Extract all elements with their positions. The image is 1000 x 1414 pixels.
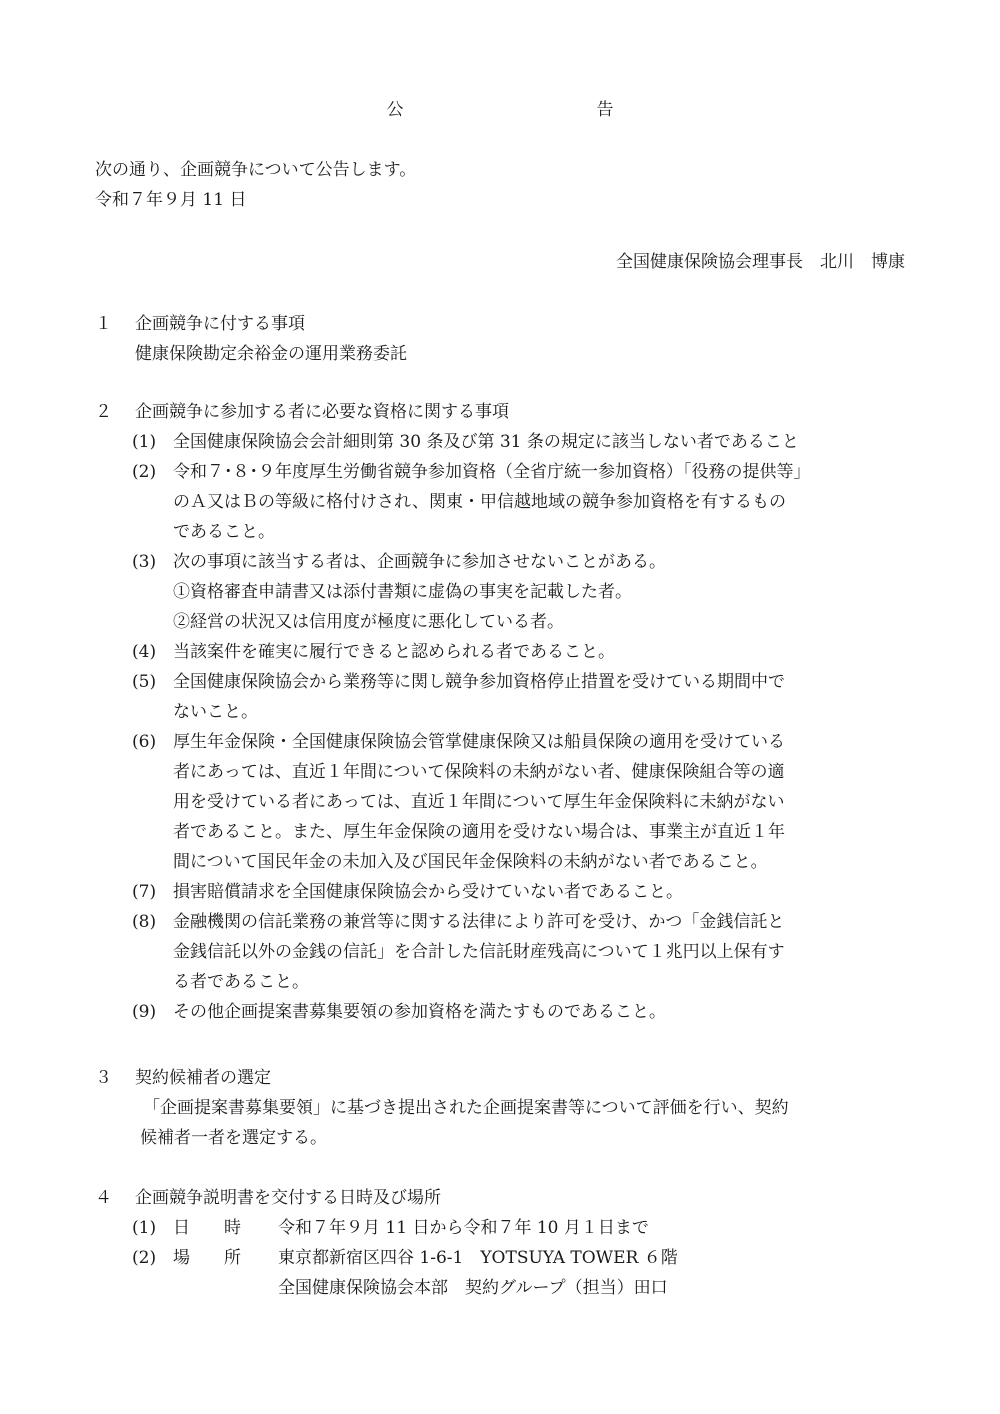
item-number: (9) [132, 1002, 157, 1022]
item-text [173, 427, 910, 457]
item-line: ②経営の状況又は信用度が極度に悪化している者。 [173, 612, 564, 632]
section-title: 企画競争に参加する者に必要な資格に関する事項 [135, 402, 509, 422]
section-number: ３ [95, 1068, 112, 1088]
item-line: であること。 [173, 522, 275, 542]
notice-date: 令和７年９月 11 日 [95, 190, 247, 210]
section-4-heading [95, 1183, 910, 1213]
item-number: (2) [132, 462, 157, 482]
item-value: 東京都新宿区四谷 1-6-1 YOTSUYA TOWER ６階 [278, 1248, 678, 1268]
requirement-item [95, 547, 910, 637]
item-line: 者であること。また、厚生年金保険の適用を受けない場合は、事業主が直近１年 [173, 822, 785, 842]
delivery-datetime [95, 1213, 910, 1243]
item-line: 令和７･８･９年度厚生労働省競争参加資格（全省庁統一参加資格）「役務の提供等」 [173, 462, 811, 482]
requirement-item [95, 637, 910, 667]
section-title: 契約候補者の選定 [135, 1068, 271, 1088]
item-text [173, 667, 910, 727]
item-line: 次の事項に該当する者は、企画競争に参加させないことがある。 [173, 552, 666, 572]
item-label: 日 時 [173, 1218, 241, 1238]
section-1-heading [95, 309, 910, 339]
section-title: 企画競争説明書を交付する日時及び場所 [135, 1188, 441, 1208]
item-line: 当該案件を確実に履行できると認められる者であること。 [173, 642, 615, 662]
section-4 [95, 1183, 910, 1303]
item-text [173, 727, 910, 877]
section-number: １ [95, 314, 112, 334]
item-number: (1) [132, 432, 157, 452]
item-line: 金融機関の信託業務の兼営等に関する法律により許可を受け、かつ「金銭信託と [173, 912, 785, 932]
item-text [173, 637, 910, 667]
requirement-item [95, 997, 910, 1027]
item-number: (5) [132, 672, 157, 692]
item-value: 令和７年９月 11 日から令和７年 10 月１日まで [278, 1218, 649, 1238]
item-number: (1) [132, 1218, 157, 1238]
item-line: ①資格審査申請書又は添付書類に虚偽の事実を記載した者。 [173, 582, 632, 602]
item-line: のＡ又はＢの等級に格付けされ、関東・甲信越地域の競争参加資格を有するもの [173, 492, 787, 512]
section-2-heading [95, 397, 910, 427]
item-line: その他企画提案書募集要領の参加資格を満たすものであること。 [173, 1002, 666, 1022]
item-line: 損害賠償請求を全国健康保険協会から受けていない者であること。 [173, 882, 683, 902]
page-title: 公 告 [386, 100, 702, 120]
item-line: る者であること。 [173, 972, 309, 992]
requirement-item [95, 877, 910, 907]
requirement-list [95, 427, 910, 1027]
item-number: (6) [132, 732, 157, 752]
item-text [173, 997, 910, 1027]
item-number: (4) [132, 642, 157, 662]
item-number: (7) [132, 882, 157, 902]
item-line: 全国健康保険協会会計細則第 30 条及び第 31 条の規定に該当しない者であること [173, 432, 799, 452]
item-label: 場 所 [173, 1248, 241, 1268]
item-line: 金銭信託以外の金銭の信託」を合計した信託財産残高について１兆円以上保有す [173, 942, 785, 962]
item-number: (3) [132, 552, 157, 572]
item-text [173, 877, 910, 907]
section-1 [95, 309, 910, 369]
delivery-place [95, 1243, 910, 1303]
requirement-item [95, 667, 910, 727]
section-3-line: 候補者一者を選定する。 [140, 1128, 327, 1148]
item-text [173, 907, 910, 997]
item-text [173, 547, 910, 637]
item-line: 者にあっては、直近１年間について保険料の未納がない者、健康保険組合等の適 [173, 762, 785, 782]
item-value-contact: 全国健康保険協会本部 契約グループ（担当）田口 [278, 1278, 668, 1298]
requirement-item [95, 457, 910, 547]
section-3 [95, 1063, 910, 1153]
item-line: ないこと。 [173, 702, 258, 722]
section-3-line: 「企画提案書募集要領」に基づき提出された企画提案書等について評価を行い、契約 [143, 1098, 789, 1118]
section-number: ４ [95, 1188, 112, 1208]
item-text [173, 457, 910, 547]
item-number: (2) [132, 1248, 157, 1268]
intro-text: 次の通り、企画競争について公告します。 [95, 160, 417, 180]
issuer: 全国健康保険協会理事長 北川 博康 [616, 252, 905, 272]
requirement-item [95, 907, 910, 997]
requirement-item [95, 427, 910, 457]
item-number: (8) [132, 912, 157, 932]
section-1-body: 健康保険勘定余裕金の運用業務委託 [135, 344, 407, 364]
section-3-heading [95, 1063, 910, 1093]
item-line: 全国健康保険協会から業務等に関し競争参加資格停止措置を受けている期間中で [173, 672, 785, 692]
item-line: 間について国民年金の未加入及び国民年金保険料の未納がない者であること。 [173, 852, 768, 872]
intro [95, 155, 416, 215]
section-title: 企画競争に付する事項 [135, 314, 305, 334]
item-line: 厚生年金保険・全国健康保険協会管掌健康保険又は船員保険の適用を受けている [173, 732, 785, 752]
requirement-item [95, 727, 910, 877]
section-number: ２ [95, 402, 112, 422]
section-2 [95, 397, 910, 1027]
item-line: 用を受けている者にあっては、直近１年間について厚生年金保険料に未納がない [173, 792, 785, 812]
